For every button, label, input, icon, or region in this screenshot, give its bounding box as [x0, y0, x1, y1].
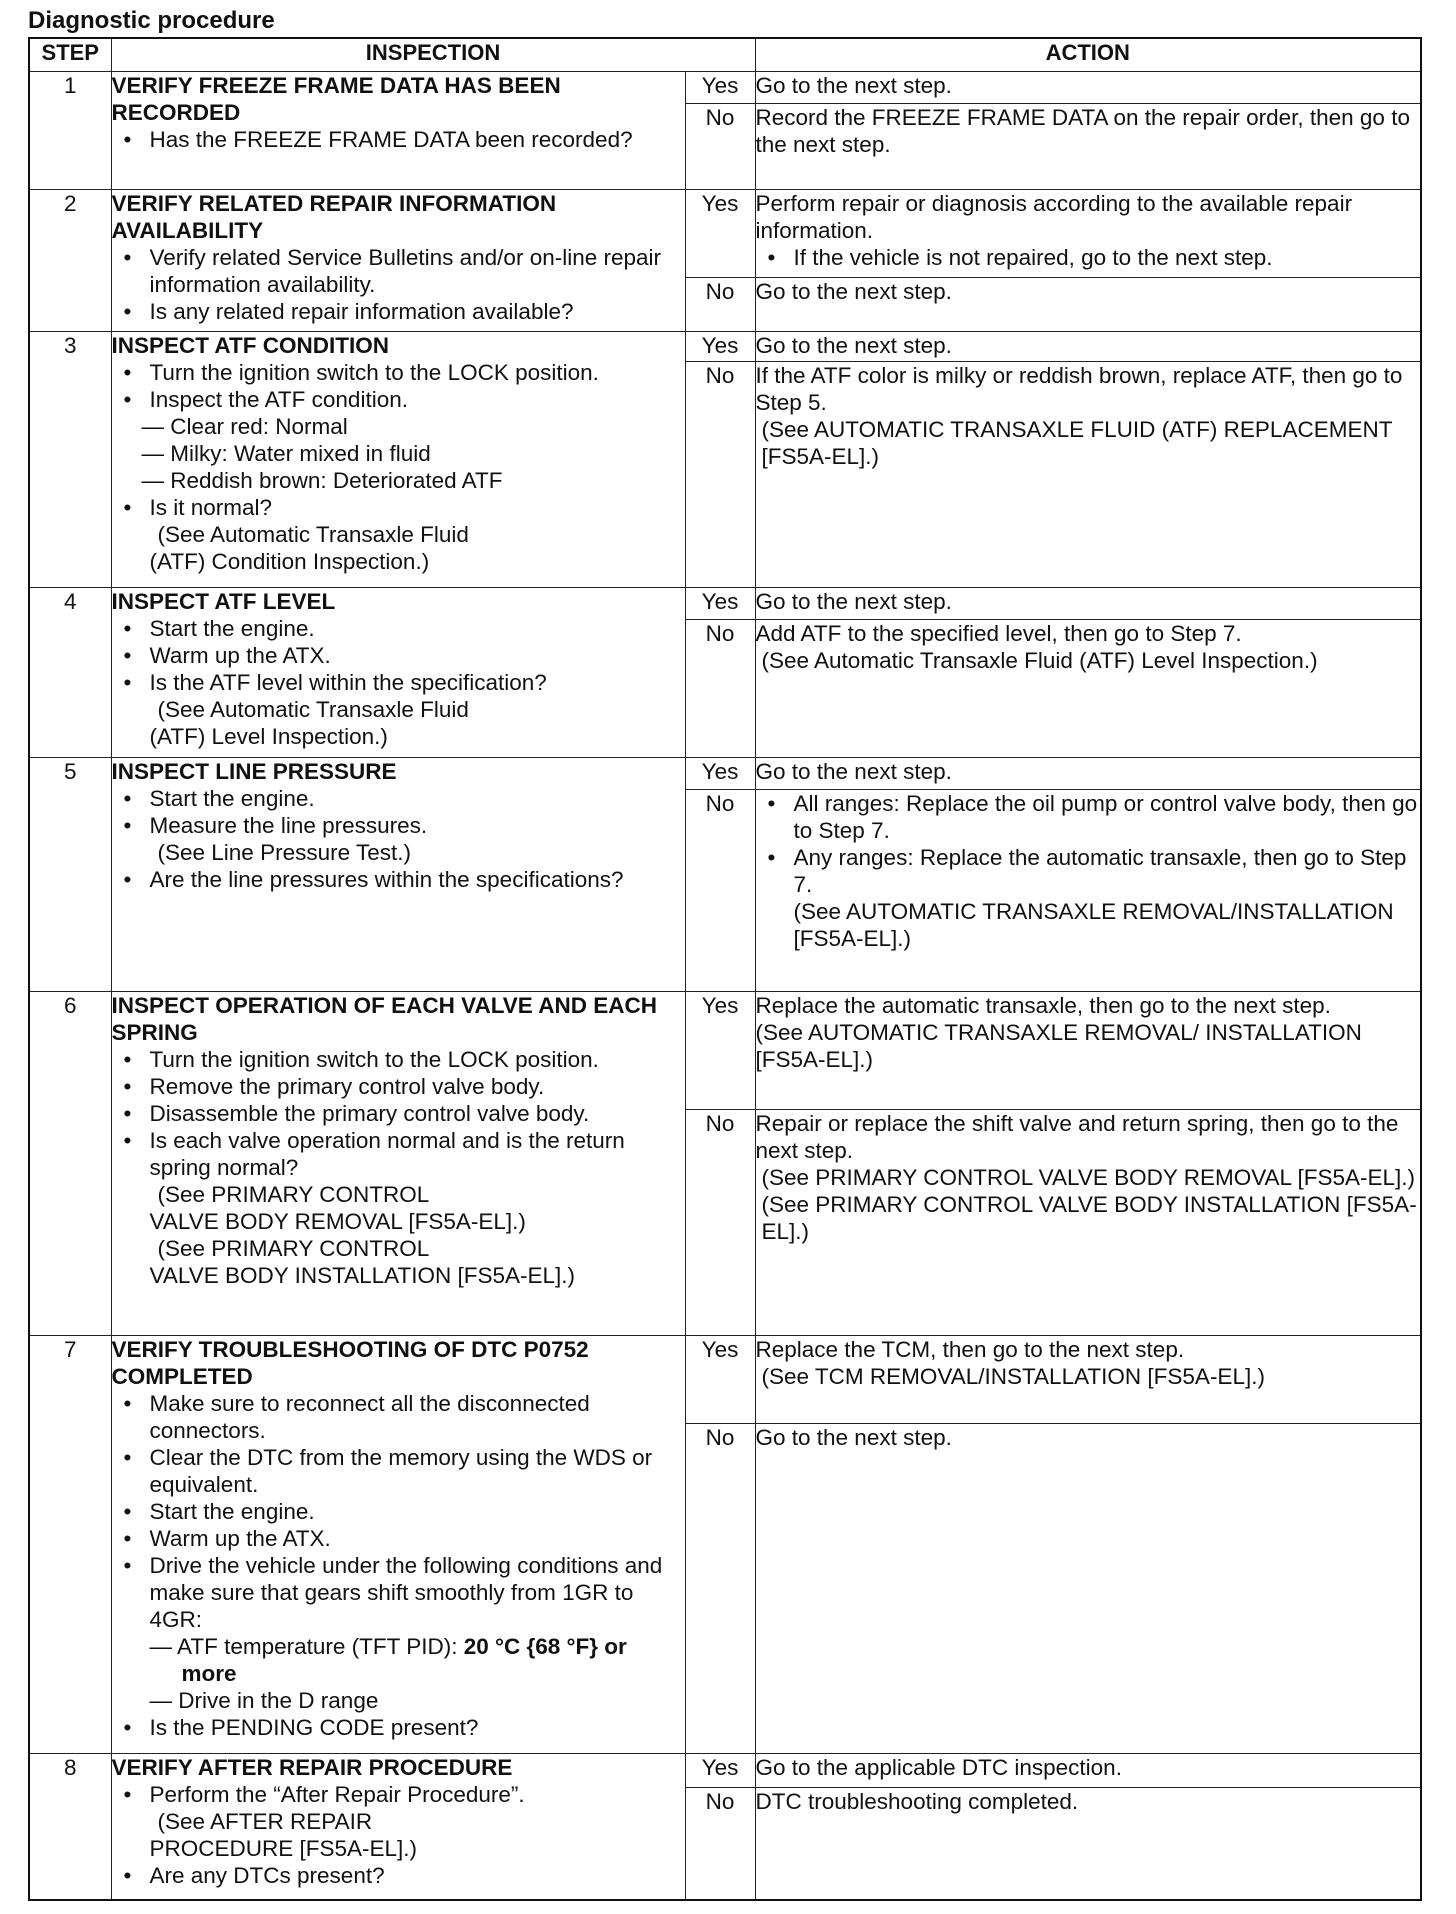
inspection-title: VERIFY AFTER REPAIR PROCEDURE: [111, 1755, 513, 1780]
inspection-cell: [111, 72, 685, 190]
reference-line: (See AUTOMATIC TRANSAXLE FLUID (ATF) REPLACEMENT [FS5A-EL].): [761, 417, 1393, 469]
inspection-bullet: • Are any DTCs present?: [112, 1862, 685, 1889]
reference-line: (See Automatic Transaxle Fluid: [157, 522, 469, 547]
inspection-bullet: • Is it normal?: [112, 494, 685, 521]
no-label: No: [685, 104, 755, 190]
step-row-yes: [29, 332, 1421, 362]
condition-item: — Milky: Water mixed in fluid: [141, 441, 431, 466]
inspection-bullet: • Is each valve operation normal and is the return spring normal?: [112, 1127, 685, 1181]
inspection-cell: [111, 332, 685, 588]
no-action-text: Add ATF to the specified level, then go to Step 7.: [755, 621, 1242, 646]
inspection-bullet: • Remove the primary control valve body.: [112, 1073, 685, 1100]
action-bullet: • Any ranges: Replace the automatic transaxle, then go to Step 7.: [756, 844, 1421, 898]
condition-item: [112, 1633, 685, 1687]
header-inspection: INSPECTION: [111, 38, 755, 72]
reference-line: (See Line Pressure Test.): [157, 840, 411, 865]
step-row-yes: [29, 72, 1421, 104]
no-action: Record the FREEZE FRAME DATA on the repair order, then go to the next step.: [755, 104, 1421, 190]
inspection-bullet: • Clear the DTC from the memory using the WDS or equivalent.: [112, 1444, 685, 1498]
reference-line: (See PRIMARY CONTROL VALVE BODY INSTALLATION [FS5A-EL].): [761, 1192, 1417, 1244]
inspection-cell: [111, 1754, 685, 1900]
reference-line: VALVE BODY REMOVAL [FS5A-EL].): [149, 1209, 526, 1234]
inspection-bullet: • Warm up the ATX.: [112, 642, 685, 669]
step-number: 4: [29, 588, 111, 758]
no-label: No: [685, 620, 755, 758]
step-number: 5: [29, 758, 111, 992]
reference-line: (See PRIMARY CONTROL VALVE BODY REMOVAL [FS5A-EL].): [761, 1165, 1416, 1190]
no-action: [755, 620, 1421, 758]
step-row-yes: [29, 1336, 1421, 1424]
reference-line: (See TCM REMOVAL/INSTALLATION [FS5A-EL].): [761, 1364, 1265, 1389]
condition-value: 20 °C {68 °F} or more: [181, 1634, 627, 1686]
step-row-yes: [29, 758, 1421, 790]
step-number: 8: [29, 1754, 111, 1900]
yes-action-text: Replace the TCM, then go to the next step.: [755, 1337, 1185, 1362]
inspection-title: INSPECT ATF LEVEL: [111, 589, 336, 614]
header-step: STEP: [29, 38, 111, 72]
inspection-bullet: • Start the engine.: [112, 785, 685, 812]
no-label: No: [685, 278, 755, 332]
inspection-cell: [111, 1336, 685, 1754]
reference-line: (See AUTOMATIC TRANSAXLE REMOVAL/INSTALLATION [FS5A-EL].): [793, 899, 1394, 951]
no-action: [755, 1110, 1421, 1336]
diagnostic-table: [28, 37, 1422, 1901]
reference-line: (See AUTOMATIC TRANSAXLE REMOVAL/ INSTALLATION [FS5A-EL].): [755, 1020, 1362, 1072]
no-action: DTC troubleshooting completed.: [755, 1788, 1421, 1900]
inspection-bullet: • Is any related repair information available?: [112, 298, 685, 325]
yes-label: Yes: [685, 1754, 755, 1788]
condition-item: — Clear red: Normal: [141, 414, 348, 439]
yes-label: Yes: [685, 332, 755, 362]
page-title: Diagnostic procedure: [28, 7, 275, 34]
yes-action: Go to the next step.: [755, 588, 1421, 620]
inspection-title: VERIFY RELATED REPAIR INFORMATION AVAILABILITY: [111, 191, 557, 243]
inspection-bullet: • Perform the “After Repair Procedure”.: [112, 1781, 685, 1808]
yes-label: Yes: [685, 588, 755, 620]
inspection-title: VERIFY FREEZE FRAME DATA HAS BEEN RECORDED: [111, 73, 561, 125]
yes-action: Go to the applicable DTC inspection.: [755, 1754, 1421, 1788]
no-action: [755, 790, 1421, 992]
no-action-text: Repair or replace the shift valve and return spring, then go to the next step.: [755, 1111, 1399, 1163]
step-number: 2: [29, 190, 111, 332]
step-number: 6: [29, 992, 111, 1336]
inspection-bullet: • Disassemble the primary control valve body.: [112, 1100, 685, 1127]
condition-label: — ATF temperature (TFT PID):: [149, 1634, 464, 1659]
yes-action: Go to the next step.: [755, 332, 1421, 362]
yes-action: [755, 992, 1421, 1110]
inspection-bullet: • Inspect the ATF condition.: [112, 386, 685, 413]
yes-action: Go to the next step.: [755, 72, 1421, 104]
inspection-bullet: • Turn the ignition switch to the LOCK position.: [112, 1046, 685, 1073]
inspection-bullet: • Start the engine.: [112, 615, 685, 642]
inspection-title: INSPECT ATF CONDITION: [111, 333, 389, 358]
inspection-bullet: • Drive the vehicle under the following conditions and make sure that gears shift smoothly from 1GR to 4GR:: [112, 1552, 685, 1633]
inspection-bullet: • Has the FREEZE FRAME DATA been recorded?: [112, 126, 685, 153]
inspection-bullet: • Make sure to reconnect all the disconnected connectors.: [112, 1390, 685, 1444]
inspection-bullet: • Start the engine.: [112, 1498, 685, 1525]
inspection-cell: [111, 758, 685, 992]
condition-item: — Reddish brown: Deteriorated ATF: [141, 468, 503, 493]
inspection-bullet: • Turn the ignition switch to the LOCK position.: [112, 359, 685, 386]
inspection-bullet: • Verify related Service Bulletins and/or on-line repair information availability.: [112, 244, 685, 298]
reference-line: (See PRIMARY CONTROL: [157, 1236, 430, 1261]
reference-line: (ATF) Condition Inspection.): [149, 549, 430, 574]
no-label: No: [685, 1788, 755, 1900]
yes-label: Yes: [685, 758, 755, 790]
inspection-bullet: • Is the PENDING CODE present?: [112, 1714, 685, 1741]
yes-label: Yes: [685, 1336, 755, 1424]
header-action: ACTION: [755, 38, 1421, 72]
no-action-text: If the ATF color is milky or reddish brown, replace ATF, then go to Step 5.: [755, 363, 1403, 415]
no-action: [755, 362, 1421, 588]
inspection-cell: [111, 190, 685, 332]
step-number: 1: [29, 72, 111, 190]
step-number: 7: [29, 1336, 111, 1754]
inspection-bullet: • Warm up the ATX.: [112, 1525, 685, 1552]
reference-line: (See Automatic Transaxle Fluid (ATF) Level Inspection.): [761, 648, 1318, 673]
reference-line: PROCEDURE [FS5A-EL].): [149, 1836, 418, 1861]
inspection-bullet: • Measure the line pressures.: [112, 812, 685, 839]
step-number: 3: [29, 332, 111, 588]
reference-line: VALVE BODY INSTALLATION [FS5A-EL].): [149, 1263, 576, 1288]
step-row-yes: [29, 992, 1421, 1110]
reference-line: (See Automatic Transaxle Fluid: [157, 697, 469, 722]
reference-line: (ATF) Level Inspection.): [149, 724, 388, 749]
yes-action: [755, 1336, 1421, 1424]
inspection-bullet: • Are the line pressures within the specifications?: [112, 866, 685, 893]
inspection-cell: [111, 992, 685, 1336]
header-row: [29, 38, 1421, 72]
yes-label: Yes: [685, 992, 755, 1110]
inspection-bullet: • Is the ATF level within the specification?: [112, 669, 685, 696]
yes-label: Yes: [685, 72, 755, 104]
yes-action: [755, 190, 1421, 278]
reference-line: (See PRIMARY CONTROL: [157, 1182, 430, 1207]
condition-item: — Drive in the D range: [149, 1688, 379, 1713]
action-bullet: • All ranges: Replace the oil pump or control valve body, then go to Step 7.: [756, 790, 1421, 844]
inspection-title: INSPECT OPERATION OF EACH VALVE AND EACH SPRING: [111, 993, 657, 1045]
no-label: No: [685, 1110, 755, 1336]
no-label: No: [685, 790, 755, 992]
no-label: No: [685, 1424, 755, 1754]
yes-action: Go to the next step.: [755, 758, 1421, 790]
yes-action-text: Replace the automatic transaxle, then go to the next step.: [755, 993, 1331, 1018]
step-row-yes: [29, 588, 1421, 620]
step-row-yes: [29, 1754, 1421, 1788]
yes-action-text: Perform repair or diagnosis according to the available repair information.: [755, 191, 1353, 243]
inspection-title: VERIFY TROUBLESHOOTING OF DTC P0752 COMPLETED: [111, 1337, 589, 1389]
inspection-cell: [111, 588, 685, 758]
no-action: Go to the next step.: [755, 278, 1421, 332]
no-action: Go to the next step.: [755, 1424, 1421, 1754]
step-row-yes: [29, 190, 1421, 278]
inspection-title: INSPECT LINE PRESSURE: [111, 759, 397, 784]
action-bullet: • If the vehicle is not repaired, go to the next step.: [756, 244, 1421, 271]
reference-line: (See AFTER REPAIR: [157, 1809, 373, 1834]
yes-label: Yes: [685, 190, 755, 278]
no-label: No: [685, 362, 755, 588]
